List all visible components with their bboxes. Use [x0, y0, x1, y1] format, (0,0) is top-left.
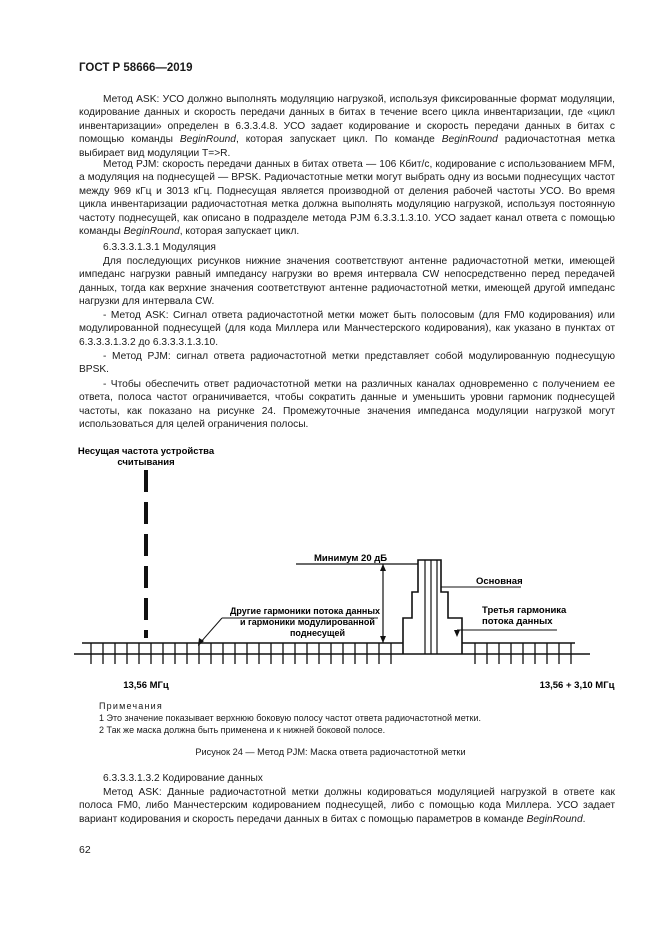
- other-harmonics-label-1: Другие гармоники потока данных: [230, 606, 381, 616]
- note-1: 1 Это значение показывает верхнюю боковую полосу частот ответа радиочастотной метки.: [99, 713, 481, 723]
- text-fragment: Метод PJM: скорость передачи данных в битах ответа — 106 Кбит/с, кодирование с использованием MFM, а модуляция на поднесущей — BPSK. Радиочастотные метки могут выбрать одну из восьми поднесущих частот между 969 кГц и 3013 кГц. Поднесущая является производной от деления рабочей частоты УСО. Во время цикла инвентаризации радиочастотная метка должна выполнять модуляцию нагрузкой, используя постоянную частоту поднесущей, как описано в подразделе метода PJM 6.3.3.1.3.10. УСО задает канал ответа с помощью команды: [79, 159, 615, 238]
- text-fragment: , которая запускает цикл.: [179, 226, 300, 238]
- fundamental-label: Основная: [476, 576, 523, 587]
- other-harmonics-label-3: поднесущей: [290, 628, 345, 638]
- note-2: 2 Так же маска должна быть применена и к нижней боковой полосе.: [99, 725, 386, 735]
- notes-title: Примечания: [99, 701, 163, 711]
- document-header: ГОСТ Р 58666—2019: [79, 62, 193, 74]
- text-fragment: , которая запускает цикл. По команде: [235, 134, 442, 146]
- text-fragment: Метод ASK: Данные радиочастотной метки должны кодироваться модуляцией нагрузкой в ответе как полоса FM0, либо Манчестерским кодированием поднесущей, либо с помощью кода Миллера. УСО задает вариант кодирования и скорость передачи данных в битах с помощью параметров в команде: [79, 787, 615, 825]
- third-harmonic-label-1: Третья гармоника: [482, 605, 567, 616]
- paragraph-ask-signal: - Метод ASK: Сигнал ответа радиочастотной метки может быть полосовым (для FM0 кодирования) или модулированной поднесущей (для кода Миллера или Манчестерского кодирования), как указано в пунктах от 6.3.3.3.1.3.2 до 6.3.3.3.1.3.10.: [79, 310, 615, 348]
- carrier-label-line1: Несущая частота устройства: [77, 446, 215, 457]
- carrier-label-line2: считывания: [117, 457, 175, 468]
- third-harmonic-label-2: потока данных: [482, 616, 553, 627]
- third-harmonic-arrow: [454, 630, 460, 637]
- text-fragment: .: [582, 813, 586, 825]
- x-label-right: 13,56 + 3,10 МГц: [539, 680, 615, 690]
- paragraph-ask-method: [79, 93, 615, 160]
- other-harmonics-pointer: [200, 618, 222, 643]
- dimension-arrow-down: [380, 636, 386, 643]
- paragraph-pjm-signal: - Метод PJM: сигнал ответа радиочастотной метки представляет собой модулированную поднесущую BPSK.: [79, 351, 615, 376]
- dimension-arrow-up: [380, 564, 386, 571]
- paragraph-pjm-method: [79, 158, 615, 238]
- paragraph-band-limit: - Чтобы обеспечить ответ радиочастотной метки на различных каналах одновременно с получением ее ответа, полоса частот ограничивается, чтобы сократить данные и уменьшить уровни гармоник поднесущей частоты, как показано на рисунке 24. Промежуточные значения импеданса модуляции нагрузкой могут использоваться для целей ограничения полосы.: [79, 379, 615, 431]
- section-heading-modulation: 6.3.3.3.1.3.1 Модуляция: [103, 242, 216, 253]
- paragraph-data-encoding: [79, 786, 615, 826]
- min-20db-label: Минимум 20 дБ: [314, 553, 388, 564]
- command-name: BeginRound: [179, 134, 236, 146]
- axis-ticks: [91, 643, 571, 664]
- figure-response-mask: [0, 440, 661, 690]
- paragraph-figures-intro: Для последующих рисунков нижние значения соответствуют антенне радиочастотной метки, имеющей импеданс нагрузки равный импедансу нагрузки во время интервала CW непосредственно перед передачей данных, тогда как верхние значения соответствуют антенне радиочастотной метки, имеющей другой импеданс нагрузки для интервала CW.: [79, 256, 615, 308]
- x-label-left: 13,56 МГц: [123, 680, 169, 690]
- page-number: 62: [79, 844, 91, 856]
- command-name: BeginRound: [123, 226, 180, 238]
- text-fragment: Метод ASK: УСО должно выполнять модуляцию нагрузкой, используя фиксированные формат модуляции, кодирование данных и скорость передачи данных в битах в течение всего цикла инвентаризации, где «цикл инвентаризации» определен в 6.3.3.4.8. УСО задает кодирование и скорость передачи данных в битах с помощью команды: [79, 94, 615, 146]
- text-fragment: радиочастотная метка выбирает вид модуляции T=>R.: [79, 134, 615, 159]
- command-name: BeginRound: [526, 813, 583, 825]
- mask-outline: [403, 560, 462, 654]
- figure-caption: Рисунок 24 — Метод PJM: Маска ответа радиочастотной метки: [195, 747, 466, 757]
- section-heading-encoding: 6.3.3.3.1.3.2 Кодирование данных: [103, 773, 263, 784]
- other-harmonics-label-2: и гармоники модулированной: [240, 617, 375, 627]
- command-name: BeginRound: [441, 134, 498, 146]
